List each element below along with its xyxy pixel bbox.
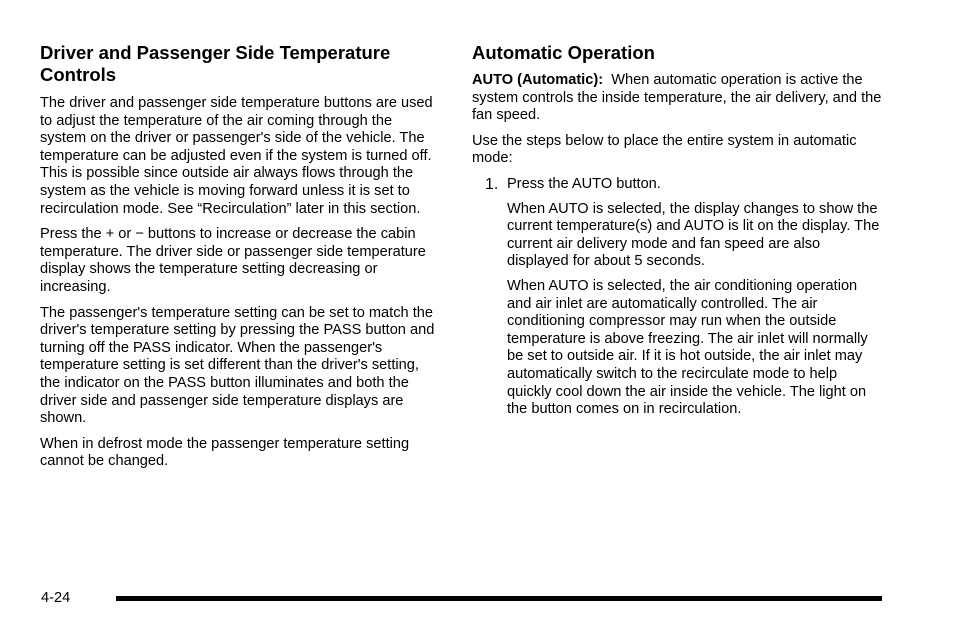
step-item	[472, 176, 882, 419]
step-detail-air-conditioning: When AUTO is selected, the air conditioning operation and air inlet are automatically controlled. The air conditioning compressor may run when the outside temperature is above freezing. The air inlet will normally be set to outside air. If it is hot outside, the air inlet may automatically switch to the recirculate mode to help quickly cool down the air inside the vehicle. The light on the button comes on in recirculation.	[507, 277, 868, 418]
paragraph-auto-definition	[472, 72, 882, 125]
right-column	[472, 42, 882, 426]
step-detail-display: When AUTO is selected, the display changes to show the current temperature(s) and AUTO is lit on the display. The current air delivery mode and fan speed are also displayed for about 5 seconds.	[507, 200, 880, 270]
paragraph-plus-minus-buttons: Press the + or − buttons to increase or decrease the cabin temperature. The driver side or passenger side temperature display shows the temperature setting decreasing or increasing.	[40, 226, 426, 295]
paragraph-defrost-mode: When in defrost mode the passenger temperature setting cannot be changed.	[40, 435, 410, 470]
paragraph-steps-intro: Use the steps below to place the entire system in automatic mode:	[472, 132, 857, 167]
step-text: Press the AUTO button.	[507, 175, 661, 192]
step-number: 1.	[485, 175, 499, 193]
page-number: 4-24	[41, 590, 71, 606]
footer-rule	[116, 596, 882, 601]
paragraph-pass-button: The passenger's temperature setting can be set to match the driver's temperature setting by pressing the PASS button and turning off the PASS indicator. When the passenger's temperature setting is set different than the driver's setting, the indicator on the PASS button illuminates and both the driver side and passenger side temperature displays are shown.	[40, 304, 435, 427]
left-column	[40, 42, 442, 479]
section-heading-temperature-controls: Driver and Passenger Side Temperature Controls	[40, 42, 391, 85]
paragraph-temperature-buttons: The driver and passenger side temperature buttons are used to adjust the temperature of the air coming through the system on the driver or passenger's side of the vehicle. The temperature can be adjusted even if the system is turned off. This is possible since outside air always flows through the system as the vehicle is moving forward unless it is set to recirculation mode. See “Recirculation” later in this section.	[40, 95, 433, 217]
term-auto: AUTO (Automatic):	[472, 72, 604, 88]
section-heading-automatic-operation: Automatic Operation	[472, 42, 655, 63]
auto-definition-text: When automatic operation is active the system controls the inside temperature, the air delivery, and the fan speed.	[472, 72, 882, 124]
